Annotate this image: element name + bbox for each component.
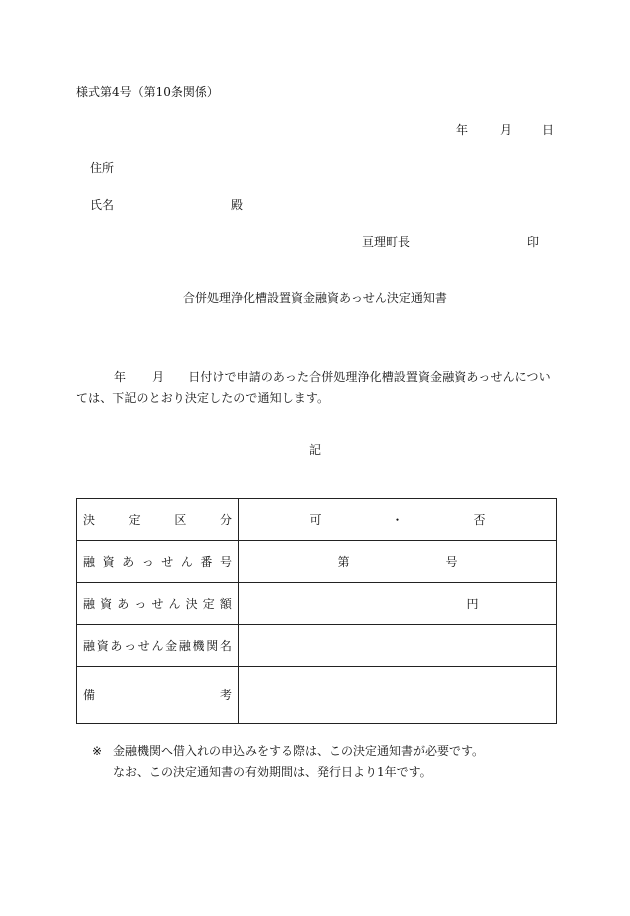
body-year-label: 年 (114, 370, 127, 384)
row-value-cell (239, 583, 557, 625)
label-char: 融 (83, 554, 96, 569)
label-char: 融 (83, 638, 96, 653)
row-value-cell (239, 667, 557, 724)
address-label: 住所 (90, 161, 115, 175)
date-year-label: 年 (456, 123, 469, 137)
row-label-cell (77, 667, 239, 724)
label-char: 名 (219, 638, 232, 653)
row-label-cell (77, 541, 239, 583)
body-text: 日付けで申請のあった合併処理浄化槽設置資金融資あっせんについては、下記のとおり決定したので通知します。 (76, 370, 551, 405)
note-line-2: なお、この決定通知書の有効期間は、発行日より1年です。 (113, 765, 432, 779)
label-char: せ (137, 638, 150, 653)
ki-heading: 記 (308, 443, 321, 457)
date-day-label: 日 (542, 123, 555, 137)
label-char: 決 (185, 596, 198, 611)
label-char: せ (151, 596, 164, 611)
label-char: 号 (219, 554, 232, 569)
note-line-1: 金融機関へ借入れの申込みをする際は、この決定通知書が必要です。 (113, 744, 485, 758)
label-char: 考 (219, 688, 232, 702)
label-char: 定 (202, 596, 215, 611)
label-char: せ (161, 554, 174, 569)
row-label-cell (77, 583, 239, 625)
label-char: っ (124, 638, 137, 653)
label-char: 関 (206, 638, 219, 653)
label-char: 区 (174, 512, 187, 527)
label-char: 分 (219, 512, 232, 527)
label-char: 機 (192, 638, 205, 653)
row-value-cell (239, 625, 557, 667)
table-row (77, 667, 557, 724)
row-value-cell (239, 541, 557, 583)
row-label (83, 556, 232, 568)
row-value-part: 円 (466, 596, 479, 611)
decision-table (76, 498, 557, 724)
label-char: 決 (83, 512, 96, 527)
label-char: あ (122, 554, 135, 569)
label-char: 資 (100, 596, 113, 611)
row-label-cell (77, 499, 239, 541)
body-month-label: 月 (152, 370, 165, 384)
label-char: 融 (83, 596, 96, 611)
name-label: 氏名 (90, 198, 115, 212)
row-label (83, 598, 232, 610)
label-char: あ (110, 638, 123, 653)
row-value-part: 可 (309, 512, 322, 527)
label-char: ん (168, 596, 181, 611)
label-char: 定 (128, 512, 141, 527)
form-number: 様式第4号（第10条関係） (76, 85, 219, 99)
label-char: ん (151, 638, 164, 653)
row-label-cell (77, 625, 239, 667)
row-value-part: 号 (445, 554, 458, 569)
label-char: あ (117, 596, 130, 611)
label-char: っ (134, 596, 147, 611)
label-char: 融 (178, 638, 191, 653)
label-char: 番 (200, 554, 213, 569)
row-value-part: 否 (473, 512, 486, 527)
note-mark: ※ (92, 744, 103, 758)
seal-mark: 印 (527, 235, 540, 249)
date-month-label: 月 (500, 123, 513, 137)
row-value-part: 第 (337, 554, 350, 569)
label-char: 資 (102, 554, 115, 569)
table-row (77, 541, 557, 583)
label-char: 資 (96, 638, 109, 653)
row-value-part: ・ (391, 512, 404, 527)
document-title: 合併処理浄化槽設置資金融資あっせん決定通知書 (183, 291, 447, 305)
body-paragraph (76, 367, 556, 409)
table-row (77, 625, 557, 667)
row-value-cell (239, 499, 557, 541)
label-char: 金 (165, 638, 178, 653)
label-char: 額 (219, 596, 232, 611)
label-char: っ (141, 554, 154, 569)
row-label (83, 640, 232, 652)
row-label (83, 689, 232, 701)
date-line (456, 124, 554, 136)
table-row (77, 499, 557, 541)
table-row (77, 583, 557, 625)
row-label (83, 514, 232, 526)
label-char: ん (180, 554, 193, 569)
label-char: 備 (83, 688, 96, 702)
honorific: 殿 (231, 198, 244, 212)
issuer: 亘理町長 (362, 235, 411, 249)
